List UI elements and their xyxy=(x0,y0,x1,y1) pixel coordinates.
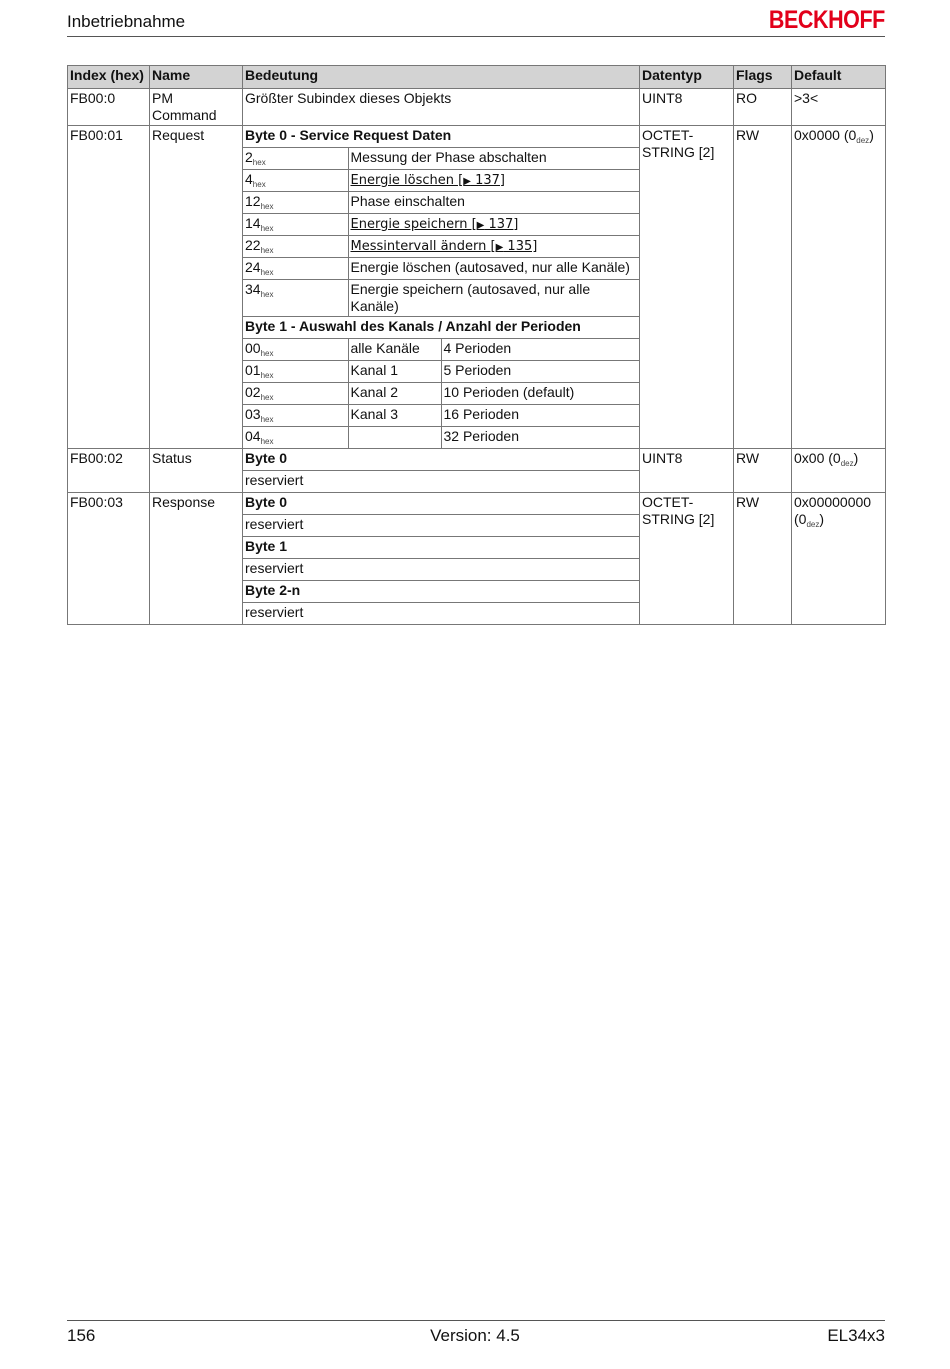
code-cell xyxy=(243,258,348,280)
cell-default xyxy=(792,126,886,449)
cell-meaning xyxy=(243,449,640,493)
cell-index: FB00:02 xyxy=(68,449,150,493)
list-item xyxy=(243,192,639,214)
cell-name: PM Command xyxy=(150,89,243,126)
cell-default xyxy=(792,493,886,625)
channel-cell: Kanal 2 xyxy=(348,383,441,405)
list-item xyxy=(243,339,639,361)
cell-index: FB00:03 xyxy=(68,493,150,625)
hex-suffix: hex xyxy=(260,393,274,402)
default-value: 0x00 (0 xyxy=(794,450,841,466)
list-item xyxy=(243,236,639,258)
response-subtable xyxy=(243,493,639,624)
code-value: 22 xyxy=(245,237,261,253)
cell-index: FB00:0 xyxy=(68,89,150,126)
default-value: 0x0000 (0 xyxy=(794,127,857,143)
code-value: 02 xyxy=(245,384,261,400)
header-section-title: Inbetriebnahme xyxy=(67,12,186,31)
code-value: 00 xyxy=(245,340,261,356)
periods-cell: 4 Perioden xyxy=(441,339,639,361)
column-header-default: Default xyxy=(792,66,886,89)
list-item xyxy=(243,427,639,449)
list-item xyxy=(243,148,639,170)
hex-suffix: hex xyxy=(252,180,266,189)
cell-meaning: Größter Subindex dieses Objekts xyxy=(243,89,640,126)
default-value: 0x00000000 (0 xyxy=(794,494,872,527)
cell-name: Status xyxy=(150,449,243,493)
code-cell xyxy=(243,214,348,236)
cell-flags: RO xyxy=(734,89,792,126)
code-value: 4 xyxy=(245,171,253,187)
byte0-label: Byte 0 xyxy=(243,449,639,471)
list-item xyxy=(243,280,639,317)
cell-default xyxy=(792,449,886,493)
default-close: ) xyxy=(853,450,859,466)
column-header-index: Index (hex) xyxy=(68,66,150,89)
cell-flags: RW xyxy=(734,449,792,493)
dez-suffix: dez xyxy=(856,136,870,145)
triangle-right-icon: ▶ xyxy=(463,176,471,187)
request-subtable xyxy=(243,126,639,448)
code-value: 14 xyxy=(245,215,261,231)
reserved-label: reserviert xyxy=(245,472,304,488)
code-cell xyxy=(243,192,348,214)
triangle-right-icon: ▶ xyxy=(495,242,504,253)
code-description: Phase einschalten xyxy=(348,192,639,214)
document-version: Version: 4.5 xyxy=(430,1326,520,1345)
code-cell xyxy=(243,280,348,317)
channel-cell: Kanal 1 xyxy=(348,361,441,383)
hex-suffix: hex xyxy=(260,437,274,446)
reserved-label: reserviert xyxy=(245,604,304,620)
code-description: Energie löschen (autosaved, nur alle Kanäle) xyxy=(348,258,639,280)
code-value: 12 xyxy=(245,193,261,209)
code-cell xyxy=(243,170,348,192)
hex-suffix: hex xyxy=(260,371,274,380)
default-close: ) xyxy=(869,127,874,143)
dez-suffix: dez xyxy=(840,459,854,468)
column-header-flags: Flags xyxy=(734,66,792,89)
byte0-title: Byte 0 - Service Request Daten xyxy=(243,126,639,148)
byte1-label: Byte 1 xyxy=(243,537,639,559)
status-subtable xyxy=(243,449,639,492)
reserved-label: reserviert xyxy=(243,515,639,537)
channel-cell: alle Kanäle xyxy=(348,339,441,361)
code-cell xyxy=(243,427,348,449)
default-close: ) xyxy=(819,511,825,527)
code-cell xyxy=(243,339,348,361)
column-header-name: Name xyxy=(150,66,243,89)
energy-save-link[interactable] xyxy=(351,217,519,232)
periods-cell: 16 Perioden xyxy=(441,405,639,427)
triangle-right-icon: ▶ xyxy=(476,220,485,231)
measure-interval-link[interactable] xyxy=(351,239,538,254)
hex-suffix: hex xyxy=(260,202,274,211)
cell-meaning xyxy=(243,493,640,625)
object-table xyxy=(67,65,885,625)
code-cell xyxy=(243,405,348,427)
code-value: 24 xyxy=(245,259,261,275)
hex-suffix: hex xyxy=(260,415,274,424)
beckhoff-logo: BECKHOFF xyxy=(768,6,885,34)
code-value: 34 xyxy=(245,281,261,297)
periods-cell: 5 Perioden xyxy=(441,361,639,383)
cell-datatype: OCTET-STRING [2] xyxy=(640,126,734,449)
hex-suffix: hex xyxy=(260,224,274,233)
table-header-row xyxy=(68,66,886,89)
cell-flags: RW xyxy=(734,493,792,625)
cell-default: >3< xyxy=(792,89,886,126)
cell-flags: RW xyxy=(734,126,792,449)
periods-cell: 10 Perioden (default) xyxy=(441,383,639,405)
code-cell xyxy=(243,236,348,258)
byte1-title: Byte 1 - Auswahl des Kanals / Anzahl der Perioden xyxy=(243,317,639,339)
code-value: 04 xyxy=(245,428,261,444)
cell-name: Request xyxy=(150,126,243,449)
list-item xyxy=(243,258,639,280)
cell-datatype: OCTET-STRING [2] xyxy=(640,493,734,625)
list-item xyxy=(243,361,639,383)
list-item xyxy=(243,170,639,192)
list-item xyxy=(243,383,639,405)
code-description xyxy=(348,214,639,236)
channel-cell xyxy=(348,427,441,449)
byte0-label: Byte 0 xyxy=(243,493,639,515)
code-description: Messung der Phase abschalten xyxy=(348,148,639,170)
hex-suffix: hex xyxy=(252,158,266,167)
product-name: EL34x3 xyxy=(827,1326,885,1345)
table-row xyxy=(68,126,886,449)
code-description xyxy=(348,170,639,192)
link-text: Energie speichern [ xyxy=(350,217,477,232)
channel-cell: Kanal 3 xyxy=(348,405,441,427)
list-item xyxy=(243,405,639,427)
table-row xyxy=(68,89,886,126)
page-ref: 137] xyxy=(470,173,505,188)
code-cell xyxy=(243,361,348,383)
energy-clear-link[interactable] xyxy=(351,173,505,188)
hex-suffix: hex xyxy=(260,268,274,277)
cell-meaning xyxy=(243,126,640,449)
dez-suffix: dez xyxy=(806,520,820,529)
column-header-datatype: Datentyp xyxy=(640,66,734,89)
cell-index: FB00:01 xyxy=(68,126,150,449)
column-header-meaning: Bedeutung xyxy=(243,66,640,89)
byte2n-label: Byte 2-n xyxy=(243,581,639,603)
hex-suffix: hex xyxy=(260,349,274,358)
header-divider xyxy=(67,36,885,37)
table-row xyxy=(68,493,886,625)
code-value: 2 xyxy=(245,149,253,165)
periods-cell: 32 Perioden xyxy=(443,428,520,444)
cell-name: Response xyxy=(150,493,243,625)
code-value: 03 xyxy=(245,406,261,422)
code-value: 01 xyxy=(245,362,261,378)
code-cell xyxy=(243,383,348,405)
page-ref: 137] xyxy=(484,217,519,232)
reserved-label: reserviert xyxy=(243,559,639,581)
hex-suffix: hex xyxy=(260,290,274,299)
footer-divider xyxy=(67,1320,885,1321)
cell-datatype: UINT8 xyxy=(640,449,734,493)
cell-datatype: UINT8 xyxy=(640,89,734,126)
table-row xyxy=(68,449,886,493)
hex-suffix: hex xyxy=(260,246,274,255)
page-ref: 135] xyxy=(503,239,538,254)
code-cell xyxy=(243,148,348,170)
page-number: 156 xyxy=(67,1326,96,1345)
list-item xyxy=(243,214,639,236)
link-text: Messintervall ändern [ xyxy=(350,239,496,254)
code-description xyxy=(348,236,639,258)
code-description: Energie speichern (autosaved, nur alle Kanäle) xyxy=(348,280,639,317)
link-text: Energie löschen [ xyxy=(350,173,464,188)
